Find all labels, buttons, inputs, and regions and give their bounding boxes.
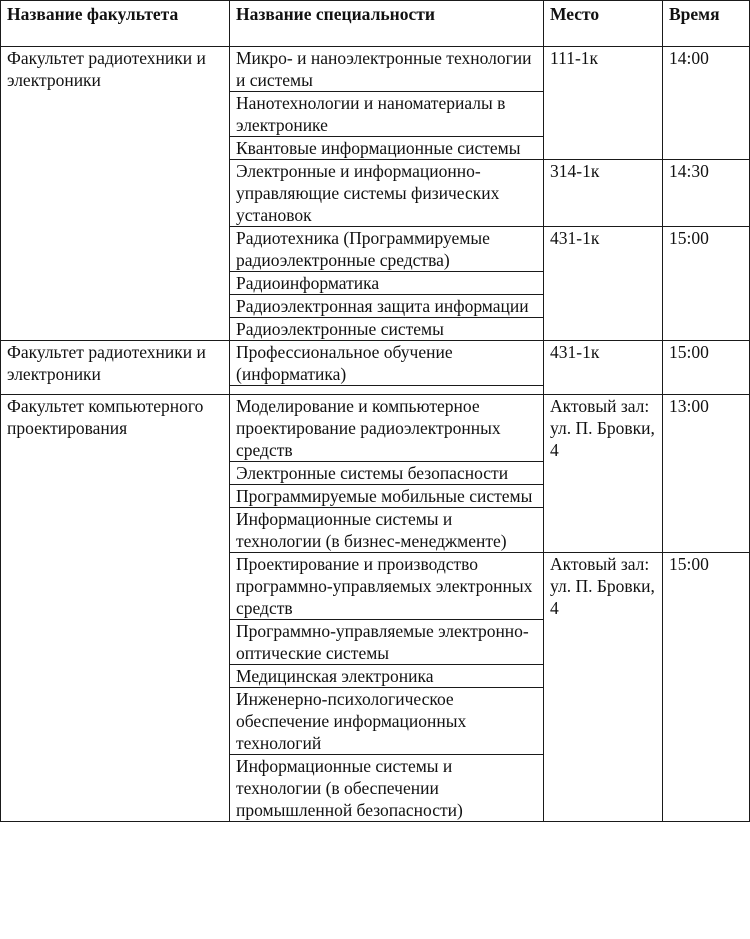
place-cell: Актовый зал: ул. П. Бровки, 4	[544, 395, 663, 553]
specialty-cell: Электронные и информационно-управляющие системы физических установок	[230, 160, 544, 227]
specialty-cell: Радиоинформатика	[230, 272, 544, 295]
time-cell: 15:00	[663, 227, 750, 341]
specialty-cell: Электронные системы безопасности	[230, 462, 544, 485]
table-row	[1, 47, 750, 92]
specialty-cell: Радиоэлектронные системы	[230, 318, 544, 341]
place-cell: 314-1к	[544, 160, 663, 227]
specialty-cell: Инженерно-психологическое обеспечение информационных технологий	[230, 688, 544, 755]
specialty-cell: Квантовые информационные системы	[230, 137, 544, 160]
time-header: Время	[663, 1, 750, 47]
specialty-cell: Моделирование и компьютерное проектирование радиоэлектронных средств	[230, 395, 544, 462]
specialty-cell: Проектирование и производство программно-управляемых электронных средств	[230, 553, 544, 620]
spacer-cell	[230, 386, 544, 395]
time-cell: 14:00	[663, 47, 750, 160]
specialty-cell: Радиоэлектронная защита информации	[230, 295, 544, 318]
specialty-cell: Программируемые мобильные системы	[230, 485, 544, 508]
faculty-cell: Факультет радиотехники и электроники	[1, 47, 230, 341]
place-cell: 431-1к	[544, 341, 663, 395]
header-row	[1, 1, 750, 47]
table-row	[1, 341, 750, 386]
faculty-cell: Факультет компьютерного проектирования	[1, 395, 230, 822]
faculty-cell: Факультет радиотехники и электроники	[1, 341, 230, 395]
time-cell: 13:00	[663, 395, 750, 553]
table-row	[1, 395, 750, 462]
specialty-cell: Радиотехника (Программируемые радиоэлектронные средства)	[230, 227, 544, 272]
time-cell: 15:00	[663, 553, 750, 822]
place-cell: Актовый зал: ул. П. Бровки, 4	[544, 553, 663, 822]
faculty-header: Название факультета	[1, 1, 230, 47]
specialty-header: Название специальности	[230, 1, 544, 47]
time-cell: 15:00	[663, 341, 750, 395]
specialty-cell: Нанотехнологии и наноматериалы в электронике	[230, 92, 544, 137]
place-cell: 111-1к	[544, 47, 663, 160]
specialty-cell: Информационные системы и технологии (в обеспечении промышленной безопасности)	[230, 755, 544, 822]
specialty-cell: Микро- и наноэлектронные технологии и системы	[230, 47, 544, 92]
place-cell: 431-1к	[544, 227, 663, 341]
place-header: Место	[544, 1, 663, 47]
specialty-cell: Медицинская электроника	[230, 665, 544, 688]
specialty-cell: Профессиональное обучение (информатика)	[230, 341, 544, 386]
time-cell: 14:30	[663, 160, 750, 227]
specialty-cell: Программно-управляемые электронно-оптические системы	[230, 620, 544, 665]
specialty-cell: Информационные системы и технологии (в бизнес-менеджменте)	[230, 508, 544, 553]
